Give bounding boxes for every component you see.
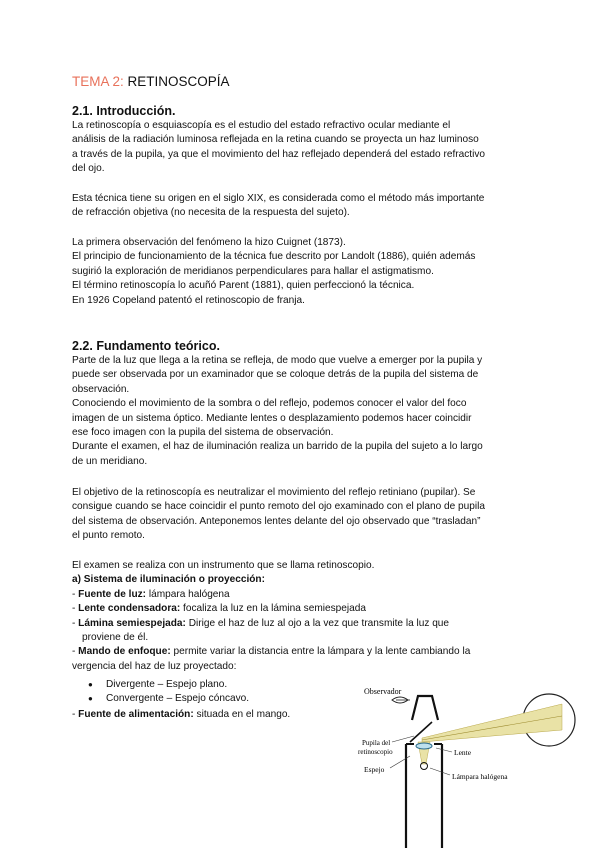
bullet-item: ● Convergente – Espejo cóncavo. — [88, 692, 249, 706]
label-pupila-2: retinoscopio — [358, 748, 393, 756]
label-pupila: Pupila del — [362, 739, 391, 747]
intro-paragraph-3: La primera observación del fenómeno la hizo Cuignet (1873). El principio de funcionamiento de la técnica fue descrito por Landolt (1886), quién además sugirió la exploración de meridianos perpendiculares para hallar el astigmatismo. El término retinoscopía lo acuñó Parent (1881), quien perfeccionó la técnica. En 1926 Copeland patentó el retinoscopio de franja. — [72, 237, 476, 306]
label-espejo: Espejo — [364, 765, 385, 774]
sight-frame — [412, 696, 438, 720]
label-lampara: Lámpara halógena — [452, 772, 508, 781]
retinoscope-diagram — [352, 680, 582, 848]
bullet-list — [88, 678, 249, 707]
list-item-continuation: proviene de él. — [82, 632, 149, 644]
heading-introduccion: 2.1. Introducción. — [72, 104, 176, 118]
page-title — [72, 74, 230, 89]
label-observador: Observador — [364, 687, 402, 696]
fundamento-paragraph-2: El objetivo de la retinoscopía es neutralizar el movimiento del reflejo retiniano (pupilar). Se consigue cuando se hace coincidir el punto remoto del ojo examinado con el plano de pupila del sistema de observación. Anteponemos lentes delante del ojo observado que “trasladan” el punto remoto. — [72, 487, 486, 542]
bullet-item: ● Divergente – Espejo plano. — [88, 678, 249, 692]
title-name: RETINOSCOPÍA — [127, 74, 230, 89]
fundamento-paragraph-1: Parte de la luz que llega a la retina se refleja, de modo que vuelve a emerger por la pupila y puede ser observada por un examinador que se coloque detrás de la pupila del sistema de observación. Conociendo el movimiento de la sombra o del reflejo, podemos conocer el valor del foco imagen de un sistema óptico. Mediante lentes o desplazamiento podemos hacer coincidir ese foco imagen con la pupila del sistema de observación. Durante el examen, el haz de iluminación realiza un barrido de la pupila del sujeto a lo largo de un meridiano. — [72, 355, 483, 467]
list-item: - Lámina semiespejada: Dirige el haz de luz al ojo a la vez que transmite la luz que — [72, 617, 450, 629]
list-item: - Fuente de luz: lámpara halógena — [72, 588, 230, 600]
list-item: - Mando de enfoque: permite variar la distancia entre la lámpara y la lente cambiando la — [72, 646, 471, 658]
list-item: - Fuente de alimentación: situada en el mango. — [72, 709, 291, 720]
fundamento-paragraph-3: El examen se realiza con un instrumento que se llama retinoscopio. a) Sistema de iluminación o proyección: - Fuente de luz: lámpara halógena - Lente condensadora: focaliza la luz en la lámina semiespejada - Lámina semiespejada: Dirige el haz de luz al ojo a la vez que transmite la luz que proviene de él. - Mando de enfoque: permite variar la distancia entre la lámpara y la lente cambiando la vergencia del haz de luz proyectado: — [72, 559, 532, 674]
intro-paragraph-2: Esta técnica tiene su origen en el siglo XIX, es considerada como el método más importante de refracción objetiva (no necesita de la respuesta del sujeto). — [72, 193, 485, 219]
label-lente: Lente — [454, 748, 472, 757]
list-item-continuation: vergencia del haz de luz proyectado: — [72, 660, 237, 672]
list-item: - Lente condensadora: focaliza la luz en la lámina semiespejada — [72, 603, 366, 615]
title-number: TEMA 2: — [72, 74, 124, 89]
fundamento-last-item — [72, 708, 332, 722]
heading-fundamento: 2.2. Fundamento teórico. — [72, 339, 220, 353]
lens-shape — [416, 743, 432, 749]
intro-paragraph-1: La retinoscopía o esquiascopía es el estudio del estado refractivo ocular mediante el análisis de la radiación luminosa reflejada en la retina cuando se proyecta un haz luminoso a través de la pupila, ya que el movimiento del haz reflejado dependerá del estado refractivo del ojo. — [72, 120, 485, 175]
subheading-iluminacion: a) Sistema de iluminación o proyección: — [72, 574, 265, 586]
